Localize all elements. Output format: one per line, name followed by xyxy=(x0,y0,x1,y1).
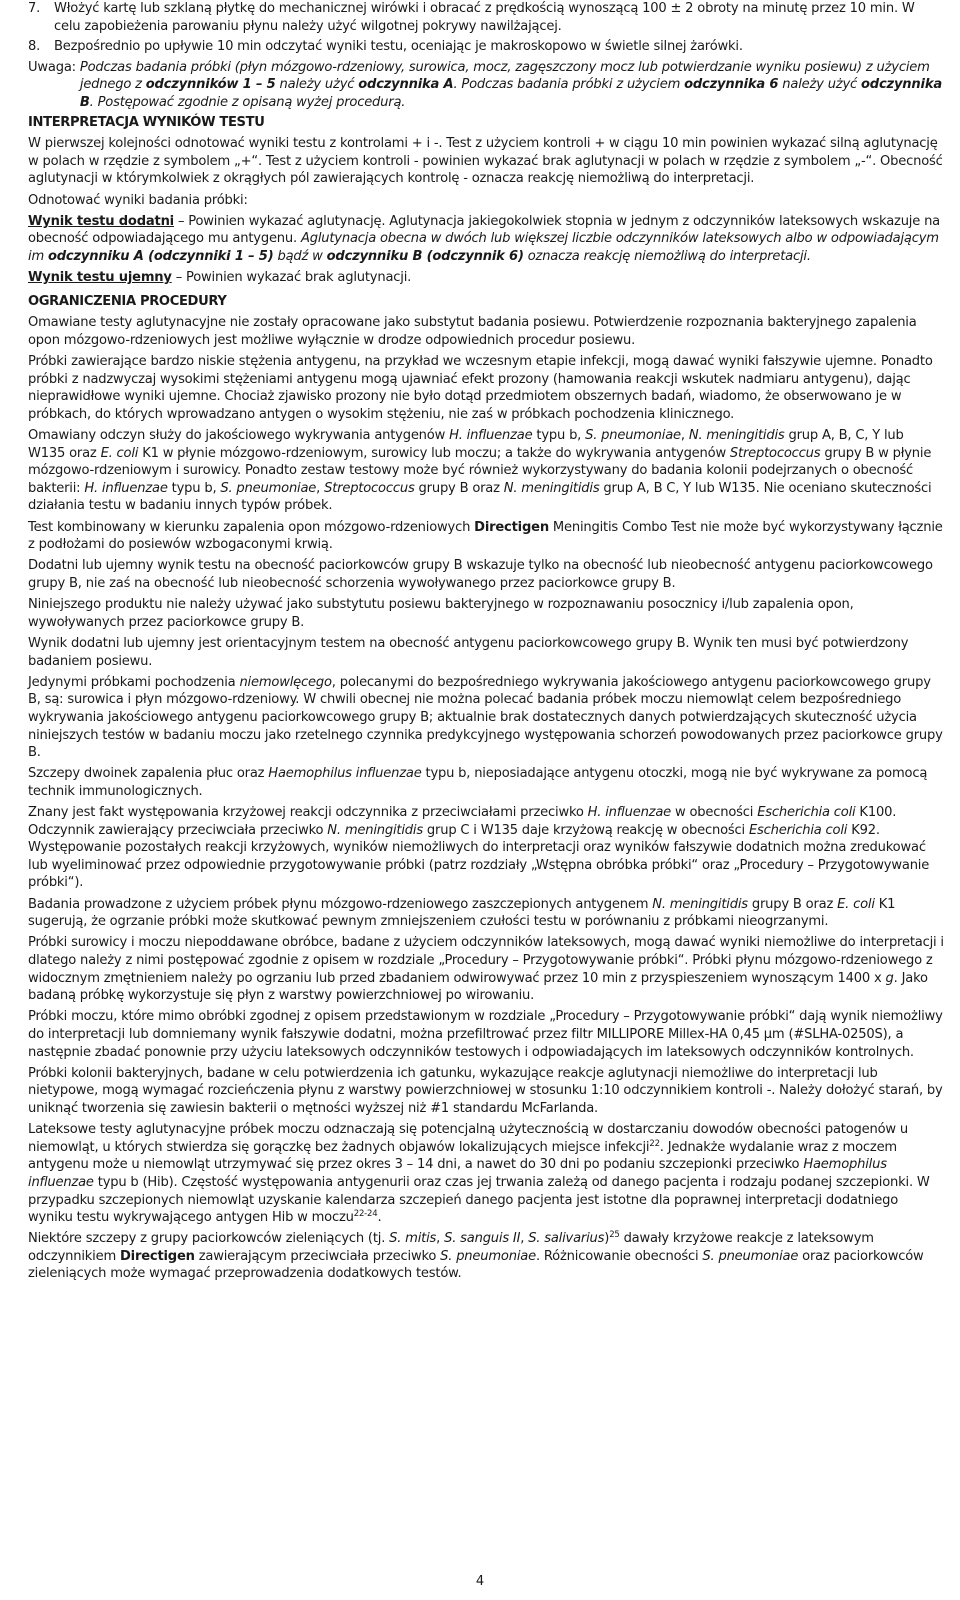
paragraph xyxy=(28,934,944,1004)
text-run: , polecanymi do bezpośredniego wykrywania jakościowego antygenu paciorkowcowego grupy B, są: surowica i płyn mózgowo-rdzeniowy. W chwili obecnej nie można polecać badania próbek moczu niemowląt celem bezpośredniego wykrywania jakościowego antygenu paciorkowcowego grupy B; aktualnie brak dostatecznych danych potwierdzających skuteczność użycia niniejszych testów w badaniu moczu jako rzetelnego czynnika predykcyjnego występowania schorzeń powodowanych przez paciorkowce grupy B. xyxy=(28,674,943,761)
text-run: grupy B oraz xyxy=(747,896,838,912)
italic-term: E. coli xyxy=(837,896,875,912)
text-run: Znany jest fakt występowania krzyżowej reakcji odczynnika z przeciwciałami przeciwko xyxy=(28,805,588,821)
page-number: 4 xyxy=(475,1574,485,1589)
text-run: grup A, B C, Y lub W135. Nie oceniano skuteczności działania testu w badaniu innych typów próbek. xyxy=(28,480,932,514)
note-text: należy użyć xyxy=(782,77,858,93)
text-run: Badania prowadzone z użyciem próbek płynu mózgowo-rdzeniowego zaszczepionych antygenem xyxy=(28,896,653,912)
reference-superscript: 25 xyxy=(609,1230,620,1241)
step-text: Bezpośrednio po upływie 10 min odczytać wyniki testu, oceniając je makroskopowo w świetle silnej żarówki. xyxy=(54,39,743,55)
text-run: oraz paciorkowców zieleniących może wymagać przeprowadzenia dodatkowych testów. xyxy=(28,1248,924,1282)
text-run: , xyxy=(316,480,325,496)
text-run: Lateksowe testy aglutynacyjne próbek moczu odznaczają się potencjalną użytecznością w dostarczaniu dowodów obecności patogenów u niemowląt, u których stwierdza się gorączkę bez żadnych objawów lokalizujących miejsce infekcji xyxy=(28,1122,908,1155)
positive-result-note: Aglutynacja obecna w dwóch lub większej liczbie odczynników lateksowych albo w odpowiadającym im xyxy=(28,231,939,264)
paragraph: Dodatni lub ujemny wynik testu na obecność paciorkowców grupy B wskazuje tylko na obecność lub nieobecność antygenu paciorkowcowego grupy B, nie zaś na obecność lub nieobecność schorzenia wywoływanego przez paciorkowce grupy B. xyxy=(28,558,933,591)
paragraph: Wynik dodatni lub ujemny jest orientacyjnym testem na obecność antygenu paciorkowcowego grupy B. Wynik ten musi być potwierdzony badaniem posiewu. xyxy=(28,635,909,669)
text-run: K1 w płynie mózgowo-rdzeniowym, surowicy lub moczu; a także do wykrywania antygenów xyxy=(138,445,730,461)
paragraph: Próbki moczu, które mimo obróbki zgodnej z opisem przedstawionym w rozdziale „Procedury – Przygotowywanie próbki“ dają wynik niemożliwy do interpretacji lub domniemany wynik fałszywie dodatni, można przefiltrować przez filtr MILLIPORE Millex-HA 0,45 µm (#SLHA-0250S), a następnie zbadać ponownie przy użyciu lateksowych odczynników testowych i odpowiadających im lateksowych odczynników kontrolnych. xyxy=(28,1009,943,1060)
italic-term: S. pneumoniae xyxy=(702,1248,799,1264)
italic-term: N. meningitidis xyxy=(503,480,600,496)
italic-term: H. influenzae xyxy=(84,480,168,496)
note-uwaga xyxy=(28,59,944,112)
step-number: 8. xyxy=(28,39,41,55)
italic-term: S. salivarius xyxy=(528,1231,605,1247)
italic-term: E. coli xyxy=(100,445,139,461)
italic-term: Escherichia coli xyxy=(757,805,856,821)
note-reagent-6: odczynnika 6 xyxy=(684,77,779,93)
text-run: K100. Odczynnik zawierający przeciwciała przeciwko xyxy=(28,805,897,838)
text-run: dawały krzyżowe reakcje z lateksowym odczynnikiem xyxy=(28,1231,874,1264)
text-run: grupy B w płynie mózgowo-rdzeniowym i surowicy. Ponadto zestaw testowy może być również wykorzystywany do badania kolonii podejrzanych o obecność bakterii: xyxy=(28,445,932,496)
paragraph: Próbki zawierające bardzo niskie stężenia antygenu, na przykład we wczesnym etapie infekcji, mogą dawać wyniki fałszywie ujemne. Ponadto próbki z nadzwyczaj wysokimi stężeniami antygenu mogą ujawniać efekt prozony (hamowania reakcji wskutek nadmiaru antygenu), dając nieprawidłowe wyniki ujemne. Chociaż zjawisko prozony nie było dotąd przedmiotem obszernych badań, wiadomo, że obserwowano je w próbkach, do których wprowadzano antygen o wysokim stężeniu, nie zaś w próbkach pochodzenia klinicznego. xyxy=(28,354,933,422)
text-run: Jedynymi próbkami pochodzenia xyxy=(28,674,240,690)
paragraph: Odnotować wyniki badania próbki: xyxy=(28,192,248,208)
positive-result-label: Wynik testu dodatni xyxy=(28,213,174,229)
italic-term: H. influenzae xyxy=(449,428,533,444)
positive-result-paragraph xyxy=(28,213,944,266)
positive-result-note: bądź w xyxy=(277,248,323,264)
text-run: Próbki surowicy i moczu niepoddawane obróbce, badane z użyciem odczynników lateksowych, mogą dawać wyniki niemożliwe do interpretacji i dlatego należy z nimi postępować zgodnie z opisem w rozdziale „Procedury – Przygotowywanie próbki“. Próbki płynu mózgowo-rdzeniowego z widocznym zmętnieniem należy po ogrzaniu lub przed zbadaniem odwirowywać przez 10 min z przyspieszeniem wynoszącym 1400 x xyxy=(28,935,944,986)
text-run: , xyxy=(520,1231,529,1247)
note-label: Uwaga: xyxy=(28,59,76,75)
italic-term: Haemophilus influenzae xyxy=(268,766,422,782)
italic-term: Haemophilus influenzae xyxy=(28,1157,887,1190)
note-text: . Podczas badania próbki z użyciem xyxy=(453,77,681,93)
text-run: w obecności xyxy=(671,805,758,821)
italic-term: S. mitis xyxy=(389,1231,437,1247)
italic-term: Escherichia coli xyxy=(748,822,848,838)
positive-result-note: oznacza reakcję niemożliwą do interpretacji. xyxy=(527,248,811,264)
paragraph xyxy=(28,427,944,515)
text-run: grupy B oraz xyxy=(414,480,504,496)
reference-superscript: 22 xyxy=(649,1138,660,1149)
note-text: należy użyć xyxy=(279,77,355,93)
text-run: grup C i W135 daje krzyżową reakcję w obecności xyxy=(422,822,749,838)
brand-name: Directigen xyxy=(474,519,549,535)
text-run: Test kombinowany w kierunku zapalenia opon mózgowo-rdzeniowych xyxy=(28,519,475,535)
italic-term: Streptococcus xyxy=(729,445,821,461)
paragraph xyxy=(28,519,944,554)
negative-result-paragraph xyxy=(28,269,944,287)
text-run: . Jednakże wydalanie wraz z moczem antygenu może u niemowląt utrzymywać się przez okres 3 – 14 dni, a nawet do 30 dni po podaniu szczepionki przeciwko xyxy=(28,1139,897,1173)
note-reagent-b: odczynnika B xyxy=(79,77,942,110)
section-heading-interpretation: INTERPRETACJA WYNIKÓW TESTU xyxy=(28,114,265,130)
italic-term: niemowlęcego xyxy=(239,674,332,690)
note-text: Podczas badania próbki (płyn mózgowo-rdzeniowy, surowica, mocz, zagęszczony mocz lub potwierdzanie wyniku posiewu) z użyciem jednego z xyxy=(79,59,930,93)
note-text: . Postępować zgodnie z opisaną wyżej procedurą. xyxy=(89,94,406,110)
note-reagents-1-5: odczynników 1 – 5 xyxy=(145,77,276,93)
text-run: . Różnicowanie obecności xyxy=(535,1248,703,1264)
text-run: . Jako badaną próbkę wykorzystuje się płyn z warstwy powierzchniowej po wirowaniu. xyxy=(28,970,928,1004)
paragraph: Omawiane testy aglutynacyjne nie zostały opracowane jako substytut badania posiewu. Potwierdzenie rozpoznania bakteryjnego zapalenia opon mózgowo-rdzeniowych jest możliwe wyłącznie w drodze odpowiednich procedur posiewu. xyxy=(28,315,917,348)
procedure-step-8 xyxy=(28,38,944,56)
text-run: K1 sugerują, że ogrzanie próbki może skutkować pewnym zmniejszeniem czułości testu w porównaniu z próbkami nieogrzanymi. xyxy=(28,896,896,930)
italic-term: Streptococcus xyxy=(324,480,415,496)
italic-term: S. pneumoniae xyxy=(585,428,681,444)
italic-term: N. meningitidis xyxy=(327,822,423,838)
italic-term: g xyxy=(885,970,894,986)
text-run: , xyxy=(436,1231,445,1247)
positive-result-text: – Powinien wykazać aglutynację. Aglutynacja jakiegokolwiek stopnia w jednym z odczynników lateksowych wskazuje na obecność odpowiadającego mu antygenu. xyxy=(28,213,940,247)
negative-result-text: – Powinien wykazać brak aglutynacji. xyxy=(175,270,412,286)
paragraph xyxy=(28,896,944,931)
text-run: Omawiany odczyn służy do jakościowego wykrywania antygenów xyxy=(28,428,450,444)
negative-result-label: Wynik testu ujemny xyxy=(28,270,172,286)
paragraph: Niniejszego produktu nie należy używać jako substytutu posiewu bakteryjnego w rozpoznawaniu posocznicy i/lub zapalenia opon, wywoływanych przez paciorkowce grupy B. xyxy=(28,597,854,630)
reagent-a-ref: odczynniku A (odczynniki 1 – 5) xyxy=(47,248,274,264)
step-number: 7. xyxy=(28,1,41,16)
paragraph xyxy=(28,674,944,762)
paragraph xyxy=(28,1230,944,1283)
paragraph: W pierwszej kolejności odnotować wyniki testu z kontrolami + i -. Test z użyciem kontroli + w ciągu 10 min powinien wykazać silną aglutynację w polach w rzędzie z symbolem „+“. Test z użyciem kontroli - powinien wykazać brak aglutynacji w polach w rzędzie z symbolem „-“. Obecność aglutynacji w którymkolwiek z okrągłych pól zawierających kontrolę - oznacza reakcję niemożliwą do interpretacji. xyxy=(28,136,943,187)
text-run: typu b, xyxy=(167,480,221,496)
paragraph xyxy=(28,765,944,800)
text-run: K92. Występowanie pozostałych reakcji krzyżowych, wyników niemożliwych do interpretacji oraz wyników fałszywie dodatnich można zredukować lub wyeliminować przez odpowiednie przygotowywanie próbki (patrz rozdziały „Wstępna obróbka próbki“ oraz „Procedury – Przygotowywanie próbki“). xyxy=(28,822,930,891)
text-run: typu b, xyxy=(532,428,586,444)
text-run: Meningitis Combo Test nie może być wykorzystywany łącznie z podłożami do posiewów wzbogaconymi krwią. xyxy=(28,519,943,553)
section-heading-limitations: OGRANICZENIA PROCEDURY xyxy=(28,293,227,309)
text-run: . xyxy=(377,1210,382,1226)
italic-term: N. meningitidis xyxy=(652,896,748,912)
reference-superscript: 22-24 xyxy=(353,1209,378,1220)
note-reagent-a: odczynnika A xyxy=(358,77,454,93)
paragraph xyxy=(28,804,944,892)
italic-term: S. sanguis II xyxy=(444,1231,521,1247)
italic-term: S. pneumoniae xyxy=(440,1248,536,1264)
text-run: typu b, nieposiadające antygenu otoczki, mogą nie być wykrywane za pomocą technik immunologicznych. xyxy=(28,766,928,799)
step-text: Włożyć kartę lub szklaną płytkę do mechanicznej wirówki i obracać z prędkością wynoszącą 100 ± 2 obroty na minutę przez 10 min. W celu zapobieżenia parowaniu płynu należy użyć wilgotnej pokrywy nawilżającej. xyxy=(54,1,915,34)
text-run: zawierającym przeciwciała przeciwko xyxy=(194,1248,441,1264)
italic-term: N. meningitidis xyxy=(688,428,785,444)
text-run: Niektóre szczepy z grupy paciorkowców zieleniących (tj. xyxy=(28,1231,390,1247)
text-run: typu b (Hib). Częstość występowania antygenurii oraz czas jej trwania zależą od danego pacjenta i rodzaju podanej szczepionki. W przypadku szczepionych niemowląt uzyskanie kalendarza szczepień danego pacjenta jest istotne dla poprawnej interpretacji dodatniego wyniku testu wykrywającego antygen Hib w moczu xyxy=(28,1174,930,1226)
brand-name: Directigen xyxy=(119,1248,195,1264)
reagent-b-ref: odczynniku B (odczynnik 6) xyxy=(326,248,524,264)
paragraph xyxy=(28,1121,944,1227)
text-run: grup A, B, C, Y lub W135 oraz xyxy=(28,428,904,461)
page-content xyxy=(28,0,944,1287)
text-run: Szczepy dwoinek zapalenia płuc oraz xyxy=(28,766,269,782)
text-run: , xyxy=(680,428,689,444)
text-run: ) xyxy=(604,1231,610,1247)
procedure-step-7 xyxy=(28,0,944,35)
italic-term: H. influenzae xyxy=(587,805,672,821)
italic-term: S. pneumoniae xyxy=(220,480,317,496)
paragraph: Próbki kolonii bakteryjnych, badane w celu potwierdzenia ich gatunku, wykazujące reakcje aglutynacji niemożliwe do interpretacji lub nietypowe, mogą wymagać rozcieńczenia płynu z warstwy powierzchniowej w stosunku 1:10 odczynnikiem kontroli -. Należy dołożyć starań, by uniknąć tworzenia się zawiesin bakterii o mętności wyższej niż #1 standardu McFarlanda. xyxy=(28,1065,943,1116)
note-body xyxy=(80,59,944,112)
